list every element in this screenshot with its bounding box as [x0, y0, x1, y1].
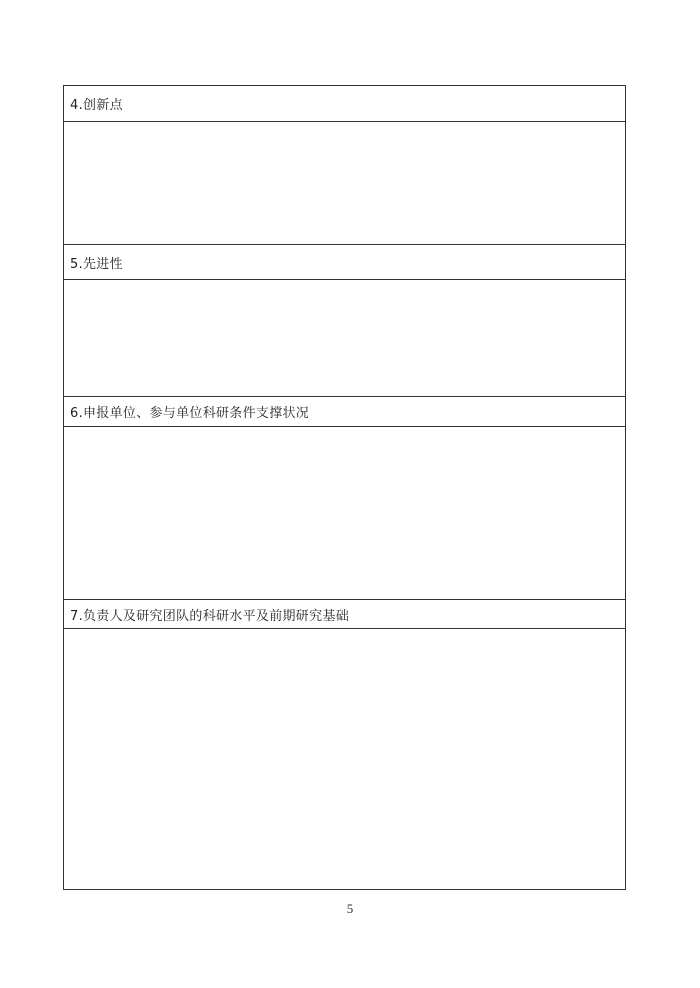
section-label: 7.负责人及研究团队的科研水平及前期研究基础 — [70, 608, 350, 624]
section-header-research-conditions — [64, 397, 625, 427]
section-label: 4.创新点 — [70, 98, 123, 113]
section-label: 5.先进性 — [70, 256, 123, 272]
section-body-team-foundation — [64, 629, 625, 889]
section-header-team-foundation — [64, 600, 625, 629]
section-body-innovation — [64, 122, 625, 245]
application-form-table — [63, 85, 626, 890]
section-label: 6.申报单位、参与单位科研条件支撑状况 — [70, 406, 310, 421]
section-header-innovation — [64, 86, 625, 122]
page-number: 5 — [346, 901, 354, 916]
section-body-advancement — [64, 280, 625, 397]
section-body-research-conditions — [64, 427, 625, 600]
section-header-advancement — [64, 245, 625, 280]
